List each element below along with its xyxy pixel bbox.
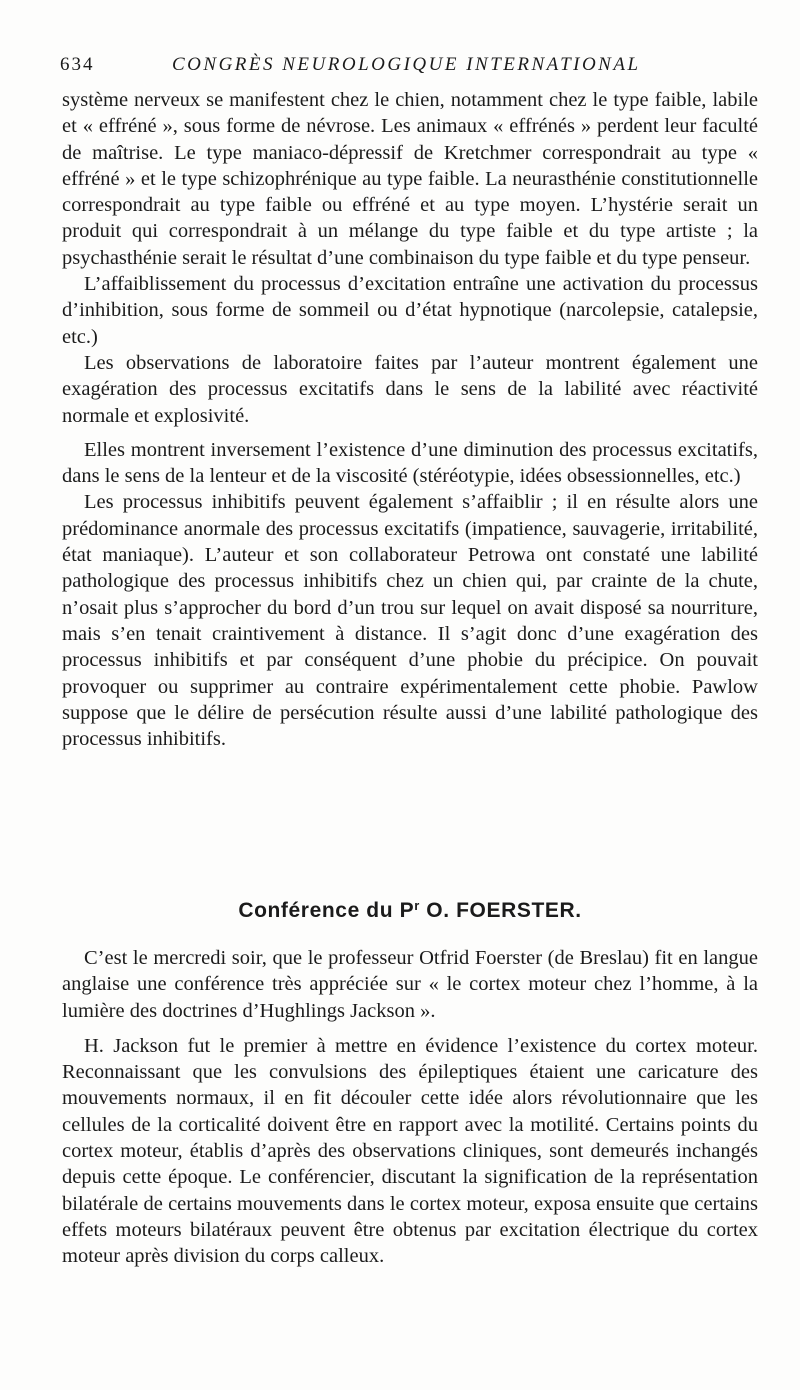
section-heading-suffix: O. FOERSTER. bbox=[419, 899, 582, 922]
page-number: 634 bbox=[60, 54, 95, 75]
body-text-bottom bbox=[62, 945, 758, 1270]
section-heading-sup: r bbox=[414, 898, 420, 913]
running-head bbox=[60, 54, 760, 80]
paragraph: système nerveux se manifestent chez le chien, notamment chez le type faible, labile et « effréné », sous forme de névrose. Les animaux « effrénés » perdent leur faculté de maîtrise. Le type maniaco-dépressif de Kretchmer correspondrait au type « effréné » et le type schizophrénique au type faible. La neurasthénie constitutionnelle correspondrait au type faible ou effréné et au type moyen. L’hystérie serait un produit qui correspondrait à un mélange du type faible et du type artiste ; la psychasthénie serait le résultat d’une combinaison du type faible et du type penseur. bbox=[62, 89, 758, 269]
body-text-top bbox=[62, 87, 758, 752]
paragraph: H. Jackson fut le premier à mettre en évidence l’existence du cortex moteur. Reconnaissant que les convulsions des épileptiques étaient une caricature des mouvements normaux, il en fit découler cette idée alors révolutionnaire que les cellules de la corticalité doivent être en rapport avec la motilité. Certains points du cortex moteur, établis d’après des observations cliniques, sont demeurés inchangés depuis cette époque. Le conférencier, discutant la signification de la représentation bilatérale de certains mouvements dans le cortex moteur, exposa ensuite que certains effets moteurs bilatéraux peuvent être obtenus par excitation électrique du cortex moteur après division du corps calleux. bbox=[62, 1034, 758, 1268]
section-heading-prefix: Conférence du P bbox=[238, 899, 415, 922]
paragraph: L’affaiblissement du processus d’excitation entraîne une activation du processus d’inhibition, sous forme de sommeil ou d’état hypnotique (narcolepsie, catalepsie, etc.) bbox=[62, 273, 758, 348]
paragraph: Elles montrent inversement l’existence d’une diminution des processus excitatifs, dans le sens de la lenteur et de la viscosité (stéréotypie, idées obsessionnelles, etc.) bbox=[62, 438, 758, 488]
paragraph: Les observations de laboratoire faites par l’auteur montrent également une exagération des processus excitatifs dans le sens de la labilité avec réactivité normale et explosivité. bbox=[62, 351, 758, 427]
paragraph: Les processus inhibitifs peuvent également s’affaiblir ; il en résulte alors une prédominance anormale des processus excitatifs (impatience, sauvagerie, irritabilité, état maniaque). L’auteur et son collaborateur Petrowa ont constaté une labilité pathologique des processus inhibitifs chez un chien qui, par crainte de la chute, n’osait plus s’approcher du bord d’un trou sur lequel on avait disposé sa nourriture, mais s’en tenait craintivement à distance. Il s’agit donc d’une exagération des processus inhibitifs et par conséquent d’une phobie du précipice. On pouvait provoquer ou supprimer au contraire expérimentalement cette phobie. Pawlow suppose que le délire de persécution résulte aussi d’une labilité pathologique des processus inhibitifs. bbox=[62, 491, 758, 751]
paragraph: C’est le mercredi soir, que le professeur Otfrid Foerster (de Breslau) fit en langue anglaise une conférence très appréciée sur « le cortex moteur chez l’homme, à la lumière des doctrines d’Hughlings Jackson ». bbox=[62, 947, 758, 1022]
running-title: CONGRÈS NEUROLOGIQUE INTERNATIONAL bbox=[172, 54, 641, 75]
section-heading bbox=[62, 898, 758, 923]
